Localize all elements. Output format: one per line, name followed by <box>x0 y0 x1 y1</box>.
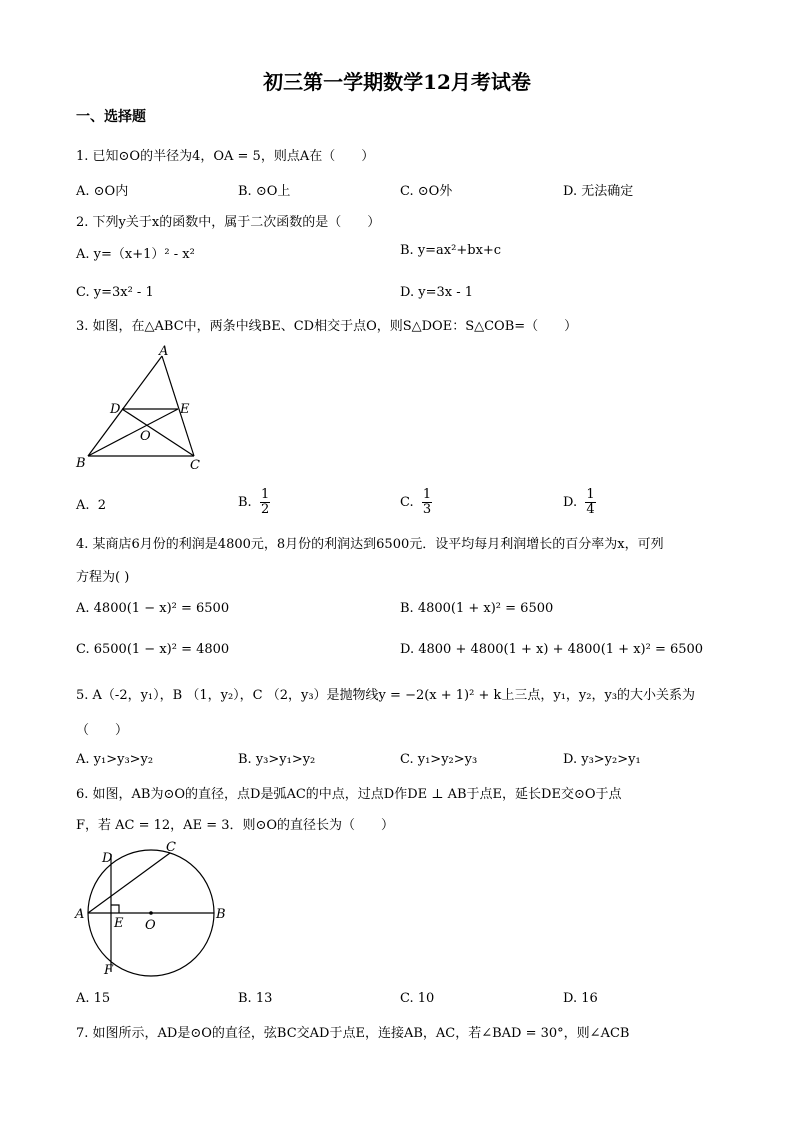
label-d: D <box>110 402 121 417</box>
label-f: F <box>104 963 114 978</box>
label-d: D <box>102 851 113 866</box>
q4-option-a: A. 4800(1 − x)² = 6500 <box>76 601 230 616</box>
q4-option-c: C. 6500(1 − x)² = 4800 <box>76 642 230 657</box>
label-c: C <box>190 458 200 473</box>
triangle-figure <box>70 342 220 474</box>
q2-option-a: A. y=（x+1）² - x² <box>76 247 195 262</box>
q1-option-b: B. ⊙O上 <box>238 184 291 199</box>
label-c: C <box>166 840 176 855</box>
section-heading: 一、选择题 <box>76 109 146 125</box>
question-2-stem: 2. 下列y关于x的函数中，属于二次函数的是（ ） <box>76 215 381 230</box>
label-e: E <box>114 916 124 931</box>
q6-option-c: C. 10 <box>400 991 435 1006</box>
q5-option-d: D. y₃>y₂>y₁ <box>563 752 641 767</box>
question-4-stem-line2: 方程为( ) <box>76 570 130 585</box>
q4-option-d: D. 4800 + 4800(1 + x) + 4800(1 + x)² = 6500 <box>400 642 704 657</box>
page-title: 初三第一学期数学12月考试卷 <box>263 70 531 94</box>
label-b: B <box>76 456 86 471</box>
label-a: A <box>75 907 85 922</box>
circle-figure <box>70 836 240 982</box>
label-a: A <box>159 344 169 359</box>
q1-option-a: A. ⊙O内 <box>76 184 129 199</box>
q1-option-c: C. ⊙O外 <box>400 184 453 199</box>
q4-option-b: B. 4800(1 + x)² = 6500 <box>400 601 554 616</box>
question-4-stem-line1: 4. 某商店6月份的利润是4800元，8月份的利润达到6500元．设平均每月利润增长的百分率为x，可列 <box>76 537 664 552</box>
q2-option-c: C. y=3x² - 1 <box>76 285 154 300</box>
q1-option-d: D. 无法确定 <box>563 184 634 199</box>
q3-option-a: A. 2 <box>76 498 107 513</box>
label-o: O <box>145 918 156 933</box>
q3-option-b: B. $\frac{1}{2}$ <box>238 487 270 517</box>
label-e: E <box>180 402 190 417</box>
label-b: B <box>216 907 226 922</box>
question-7-stem: 7. 如图所示，AD是⊙O的直径，弦BC交AD于点E，连接AB，AC，若∠BAD = 30°，则∠ACB <box>76 1026 630 1041</box>
q6-option-a: A. 15 <box>76 991 111 1006</box>
question-5-stem-line1: 5. A（-2，y₁），B （1，y₂），C （2，y₃）是抛物线y = −2(x + 1)² + k上三点，y₁，y₂，y₃的大小关系为 <box>76 688 696 703</box>
q2-option-b: B. y=ax²+bx+c <box>400 243 502 258</box>
question-6-stem-line1: 6. 如图，AB为⊙O的直径，点D是弧AC的中点，过点D作DE ⊥ AB于点E，延长DE交⊙O于点 <box>76 787 622 802</box>
q5-option-b: B. y₃>y₁>y₂ <box>238 752 316 767</box>
q6-option-d: D. 16 <box>563 991 598 1006</box>
q3-option-c: C. $\frac{1}{3}$ <box>400 487 432 517</box>
question-5-stem-line2: （ ） <box>76 723 129 738</box>
q2-option-d: D. y=3x - 1 <box>400 285 473 300</box>
question-1-stem: 1. 已知⊙O的半径为4，OA = 5，则点A在（ ） <box>76 149 375 164</box>
label-o: O <box>140 429 151 444</box>
question-3-stem: 3. 如图，在△ABC中，两条中线BE、CD相交于点O，则S△DOE：S△COB=（ ） <box>76 319 578 334</box>
q5-option-c: C. y₁>y₂>y₃ <box>400 752 478 767</box>
q5-option-a: A. y₁>y₃>y₂ <box>76 752 154 767</box>
q3-option-d: D. $\frac{1}{4}$ <box>563 487 595 517</box>
q6-option-b: B. 13 <box>238 991 273 1006</box>
question-6-stem-line2: F，若 AC = 12，AE = 3．则⊙O的直径长为（ ） <box>76 818 395 833</box>
